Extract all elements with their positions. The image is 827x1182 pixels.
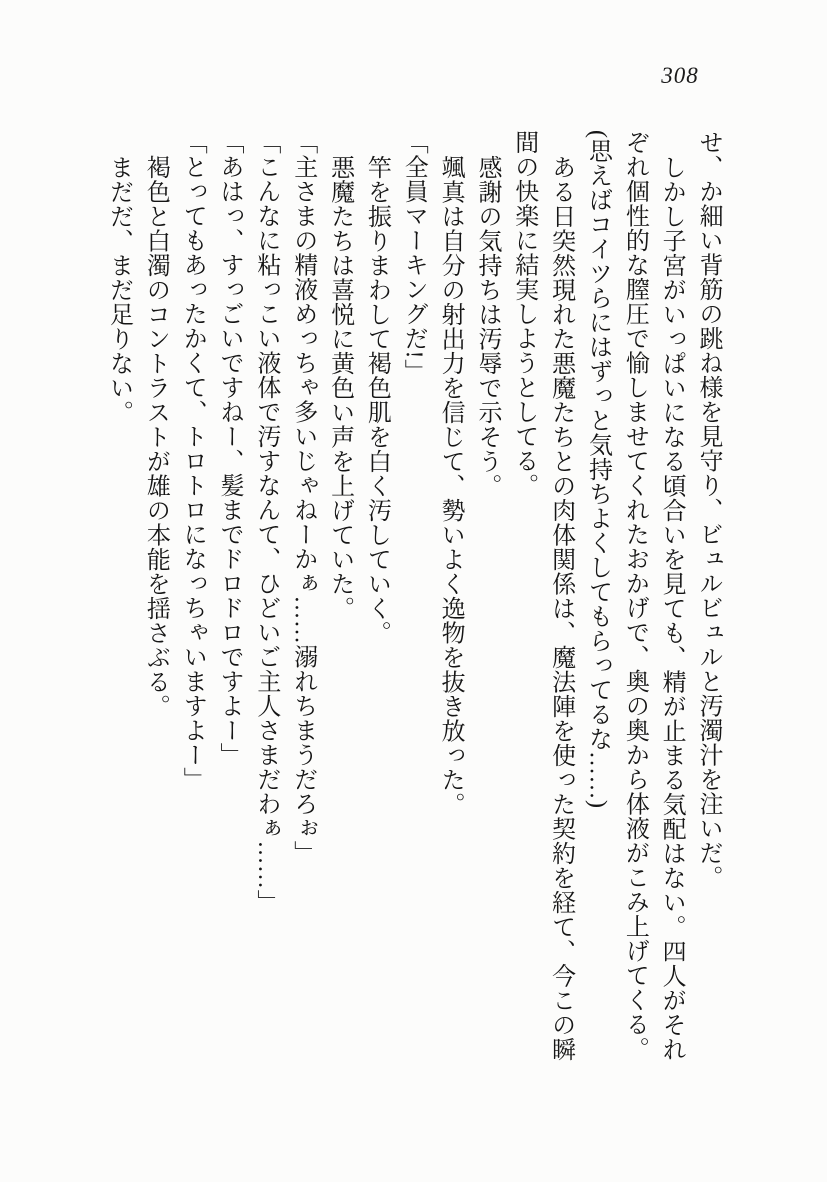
text-line-09: 「全員マーキングだ!」	[400, 130, 427, 384]
text-line-11: 悪魔たちは喜悦に黄色い声を上げていた。	[326, 154, 353, 620]
text-line-12: 「主さまの精液めっちゃ多いじゃねーかぁ……溺れちまうだろぉ」	[289, 130, 316, 865]
text-line-06: 間の快楽に結実しようとしてる。	[510, 130, 537, 498]
page-number: 308	[661, 63, 699, 88]
text-line-13: 「こんなに粘っこい液体で汚すなんて、ひどいご主人さまだわぁ……」	[252, 130, 279, 914]
text-line-07: 感謝の気持ちは汚辱で示そう。	[473, 154, 500, 498]
text-line-05: ある日突然現れた悪魔たちとの肉体関係は、魔法陣を使った契約を経て、今この瞬	[547, 154, 574, 1061]
text-line-16: 褐色と白濁のコントラストが雄の本能を揺さぶる。	[142, 154, 169, 718]
text-line-10: 竿を振りまわして褐色肌を白く汚していく。	[363, 154, 390, 645]
text-line-03: ぞれ個性的な膣圧で愉しませてくれたおかげで、奥の奥から体液がこみ上げてくる。	[621, 130, 648, 1061]
text-line-01: せ、か細い背筋の跳ね様を見守り、ビュルビュルと汚濁汁を注いだ。	[695, 130, 721, 890]
text-line-17: まだだ、まだ足りない。	[105, 154, 132, 424]
vertical-text-block	[99, 130, 726, 1068]
text-line-08: 颯真は自分の射出力を信じて、勢いよく逸物を抜き放った。	[437, 154, 464, 816]
text-line-02: しかし子宮がいっぱいになる頃合いを見ても、精が止まる気配はない。四人がそれ	[658, 154, 685, 1061]
text-line-14: 「あはっ、すっごいですねー、髪までドロドロですよー」	[216, 130, 243, 767]
text-line-04: (思えばコイツらにはずっと気持ちよくしてもらってるな……)	[584, 130, 611, 809]
text-line-15: 「とってもあったかくて、トロトロになっちゃいますよー」	[179, 130, 206, 792]
